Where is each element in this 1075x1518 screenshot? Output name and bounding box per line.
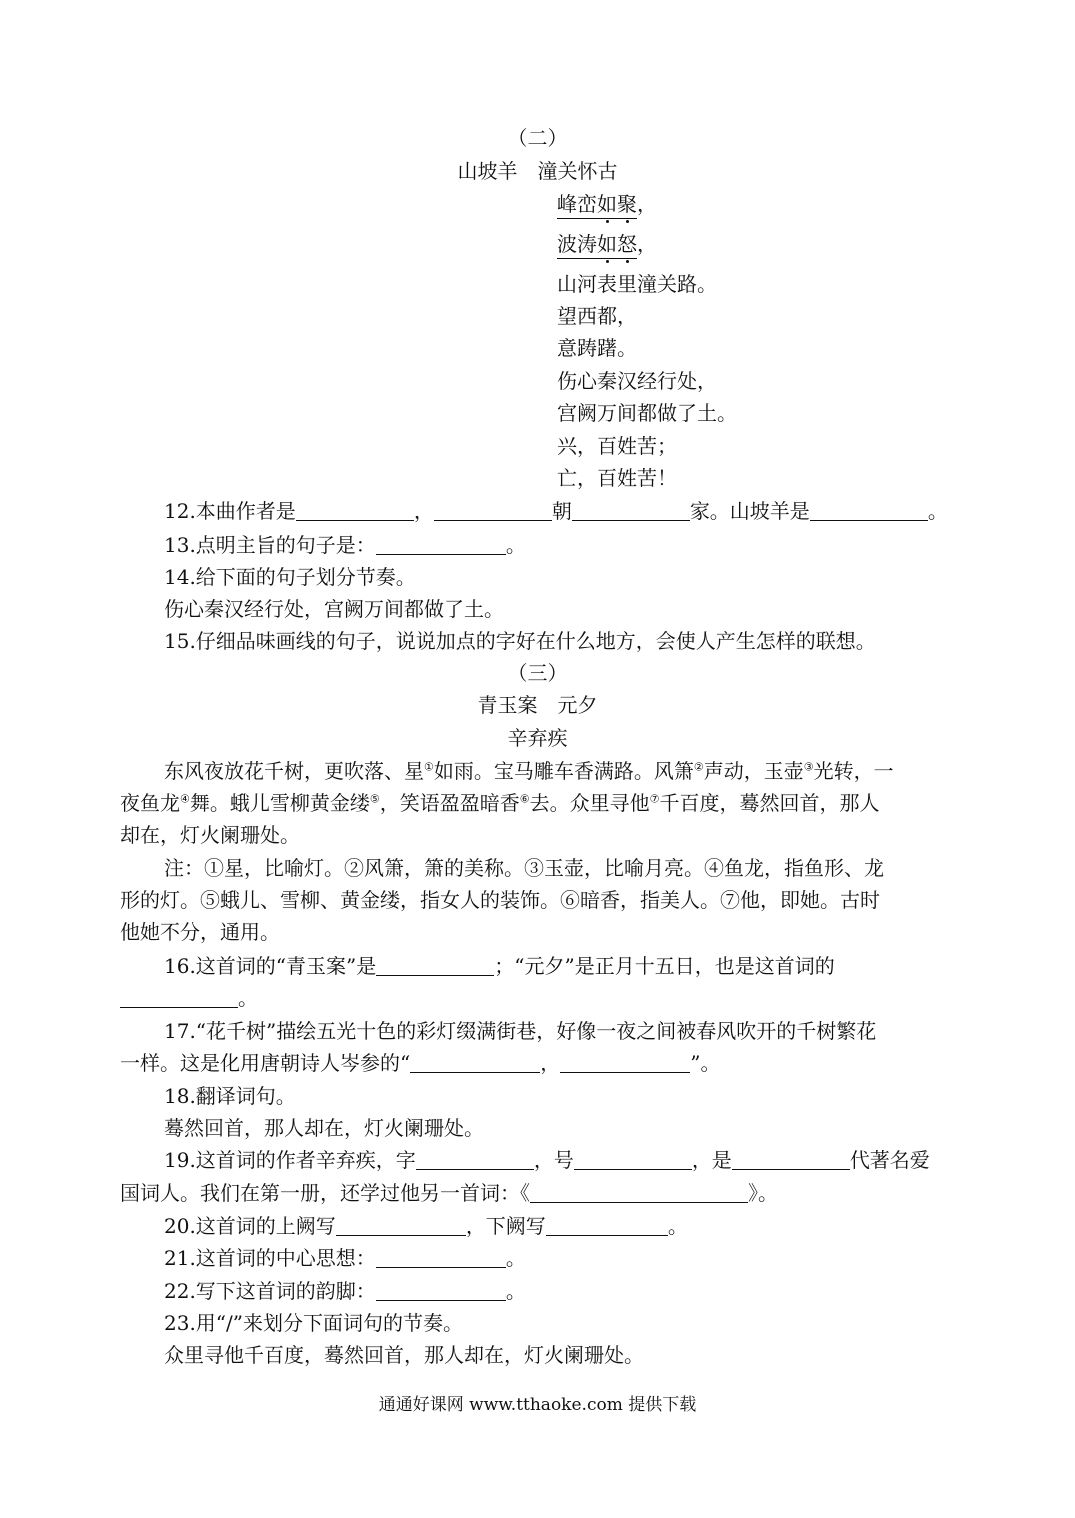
dotted-char: 聚	[617, 192, 637, 216]
answer-blank[interactable]	[810, 500, 928, 521]
answer-blank[interactable]	[296, 500, 414, 521]
page-footer: 通通好课网 www.tthaoke.com 提供下载	[378, 1395, 697, 1415]
question-text: ，	[413, 499, 434, 523]
text: ，笑语盈盈暗香	[379, 791, 520, 815]
poem-line: 兴，百姓苦；	[557, 434, 677, 458]
question-text: 》。	[748, 1181, 778, 1205]
answer-blank[interactable]	[572, 500, 690, 521]
dotted-char: 如	[597, 192, 617, 216]
note-marker: ②	[693, 760, 704, 774]
text: 光转，一	[813, 759, 894, 783]
question-text: ；“元夕”是正月十五日，也是这首词的	[494, 954, 835, 978]
question-text: ，号	[533, 1148, 574, 1172]
note-marker: ⑦	[649, 792, 660, 806]
note-marker: ⑥	[519, 792, 530, 806]
question-text: ，下阙写	[465, 1214, 546, 1238]
question-text: 。	[238, 986, 258, 1010]
question-21	[164, 1242, 526, 1271]
question-text: 。	[505, 1279, 526, 1303]
answer-blank[interactable]	[434, 500, 552, 521]
question-18: 18.翻译词句。	[164, 1084, 296, 1108]
answer-blank[interactable]	[376, 1247, 506, 1268]
question-text: 21.这首词的中心思想：	[164, 1246, 376, 1270]
question-text: 朝	[551, 499, 572, 523]
notes-line-1: 注：①星，比喻灯。②风箫，箫的美称。③玉壶，比喻月亮。④鱼龙，指鱼形、龙	[164, 856, 884, 880]
question-text: 13.点明主旨的句子是：	[164, 533, 376, 557]
question-text: 。	[505, 1246, 526, 1270]
question-text: 。	[667, 1214, 688, 1238]
section-heading-3: （三）	[507, 661, 568, 685]
question-23-sentence: 众里寻他千百度，蓦然回首，那人却在，灯火阑珊处。	[164, 1343, 644, 1367]
char: 涛	[577, 232, 597, 256]
poem-title-shanpoyang: 山坡羊 潼关怀古	[457, 159, 618, 183]
punct: ，	[637, 192, 657, 216]
question-text: 家。山坡羊是	[689, 499, 810, 523]
question-13	[164, 529, 526, 558]
question-text: 22.写下这首词的韵脚：	[164, 1279, 376, 1303]
text: 去。众里寻他	[529, 791, 650, 815]
text: 声动，玉壶	[703, 759, 804, 783]
answer-blank[interactable]	[560, 1052, 690, 1073]
answer-blank[interactable]	[376, 534, 506, 555]
poem-line: 伤心秦汉经行处，	[557, 369, 717, 393]
poem-paragraph-line-1	[164, 755, 894, 784]
question-15: 15.仔细品味画线的句子，说说加点的字好在什么地方，会使人产生怎样的联想。	[164, 629, 876, 653]
question-text: ”。	[690, 1051, 721, 1075]
question-text: ，是	[691, 1148, 732, 1172]
text: 如雨。宝马雕车香满路。风箫	[433, 759, 694, 783]
answer-blank[interactable]	[336, 1215, 466, 1236]
question-text: 16.这首词的“青玉案”是	[164, 954, 377, 978]
poem-paragraph-line-3: 却在，灯火阑珊处。	[120, 823, 300, 847]
char: 峰	[557, 192, 577, 216]
dotted-char: 怒	[617, 232, 637, 256]
answer-blank[interactable]	[410, 1052, 540, 1073]
question-text: 。	[927, 499, 948, 523]
answer-blank[interactable]	[546, 1215, 668, 1236]
char: 波	[557, 232, 577, 256]
question-text: 代著名爱	[849, 1148, 930, 1172]
text: 千百度，蓦然回首，那人	[659, 791, 880, 815]
question-text: ，	[540, 1051, 561, 1075]
note-marker: ④	[180, 792, 190, 806]
question-text: 一样。这是化用唐朝诗人岑参的“	[120, 1051, 411, 1075]
answer-blank[interactable]	[732, 1149, 850, 1170]
text: 夜鱼龙	[120, 791, 180, 815]
answer-blank[interactable]	[120, 987, 238, 1008]
punct: ，	[637, 232, 657, 256]
question-22	[164, 1275, 526, 1304]
poem-line-underlined-1	[557, 188, 657, 217]
answer-blank[interactable]	[530, 1182, 748, 1203]
question-19-cont	[120, 1177, 778, 1206]
question-17: 17.“花千树”描绘五光十色的彩灯缀满街巷，好像一夜之间被春风吹开的千树繁花	[164, 1019, 877, 1043]
question-20	[164, 1210, 688, 1239]
question-16	[164, 950, 835, 979]
notes-line-2: 形的灯。⑤蛾儿、雪柳、黄金缕，指女人的装饰。⑥暗香，指美人。⑦他，即她。古时	[120, 888, 880, 912]
poem-line-underlined-2	[557, 228, 657, 257]
question-17-cont	[120, 1047, 720, 1076]
question-16-cont	[120, 982, 258, 1011]
poem-author: 辛弃疾	[507, 726, 568, 750]
question-text: 20.这首词的上阙写	[164, 1214, 336, 1238]
poem-line: 宫阙万间都做了土。	[557, 401, 737, 425]
poem-paragraph-line-2	[120, 787, 880, 816]
poem-line: 望西都，	[557, 304, 637, 328]
poem-line: 亡，百姓苦！	[557, 466, 677, 490]
question-text: 12.本曲作者是	[164, 499, 296, 523]
poem-title-qingyuan: 青玉案 元夕	[477, 693, 598, 717]
poem-line: 山河表里潼关路。	[557, 272, 717, 296]
answer-blank[interactable]	[376, 955, 494, 976]
notes-line-3: 他她不分，通用。	[120, 920, 280, 944]
note-marker: ⑤	[369, 792, 380, 806]
question-text: 国词人。我们在第一册，还学过他另一首词：《	[120, 1181, 530, 1205]
answer-blank[interactable]	[574, 1149, 692, 1170]
section-heading-2: （二）	[507, 126, 568, 150]
dotted-char: 如	[597, 232, 617, 256]
note-marker: ③	[803, 760, 814, 774]
question-14-sentence: 伤心秦汉经行处，宫阙万间都做了土。	[164, 597, 504, 621]
text: 东风夜放花千树，更吹落、星	[164, 759, 424, 783]
note-marker: ①	[424, 760, 434, 774]
char: 峦	[577, 192, 597, 216]
poem-line: 意踌躇。	[557, 336, 637, 360]
question-text: 。	[505, 533, 526, 557]
question-18-sentence: 蓦然回首，那人却在，灯火阑珊处。	[164, 1116, 484, 1140]
question-text: 19.这首词的作者辛弃疾，字	[164, 1148, 416, 1172]
question-14: 14.给下面的句子划分节奏。	[164, 565, 416, 589]
answer-blank[interactable]	[376, 1280, 506, 1301]
question-12	[164, 495, 948, 524]
answer-blank[interactable]	[416, 1149, 534, 1170]
question-23: 23.用“/”来划分下面词句的节奏。	[164, 1311, 463, 1335]
question-19	[164, 1144, 930, 1173]
text: 舞。蛾儿雪柳黄金缕	[189, 791, 370, 815]
